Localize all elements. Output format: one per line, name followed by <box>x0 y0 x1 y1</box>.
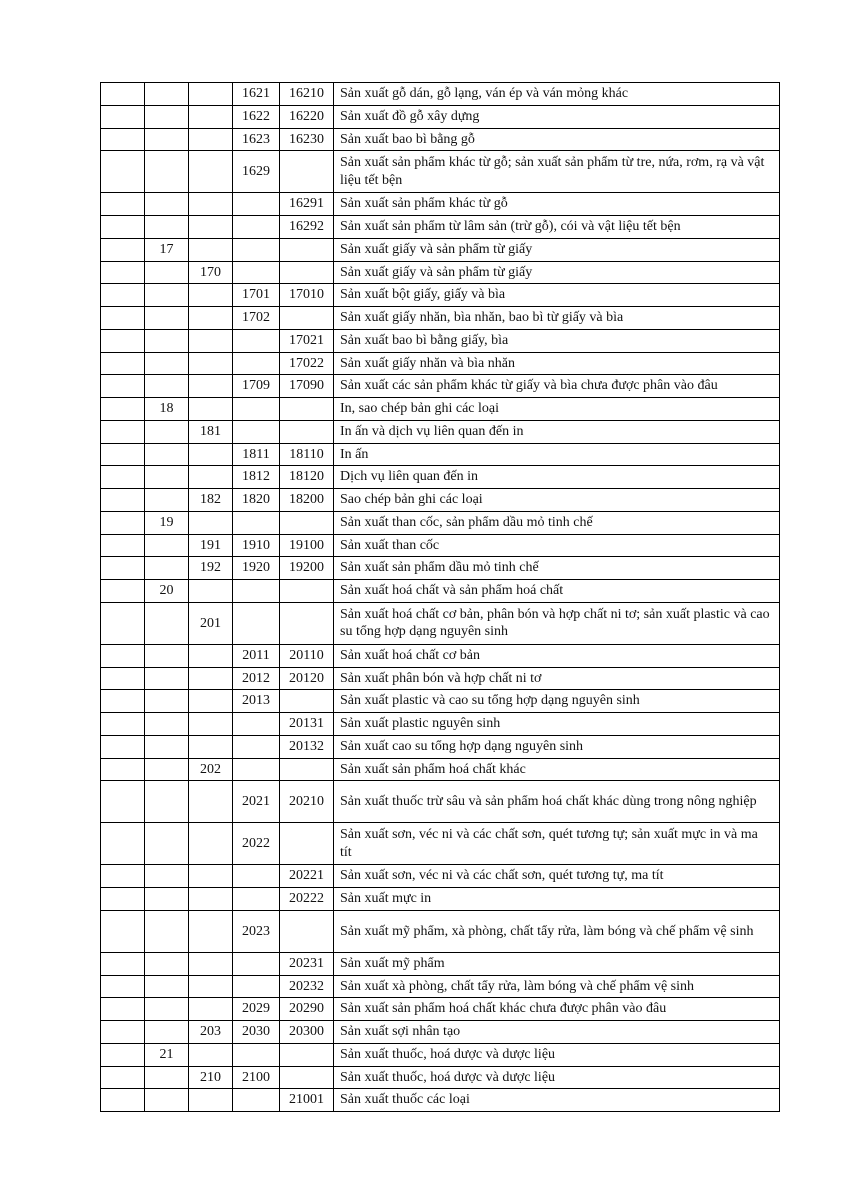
level-1-code <box>101 1021 145 1044</box>
level-1-code <box>101 307 145 330</box>
level-3-code <box>189 105 233 128</box>
level-1-code <box>101 511 145 534</box>
industry-name: Sản xuất thuốc trừ sâu và sản phẩm hoá chất khác dùng trong nông nghiệp <box>334 781 780 823</box>
level-3-code <box>189 216 233 239</box>
level-1-code <box>101 420 145 443</box>
table-row <box>101 781 780 823</box>
level-5-code <box>280 1066 334 1089</box>
level-3-code <box>189 998 233 1021</box>
level-4-code: 2013 <box>233 690 280 713</box>
level-4-code: 1701 <box>233 284 280 307</box>
industry-name: Sản xuất sản phẩm khác từ gỗ <box>334 193 780 216</box>
level-5-code: 16230 <box>280 128 334 151</box>
level-5-code: 17022 <box>280 352 334 375</box>
table-row <box>101 888 780 911</box>
industry-name: Sản xuất than cốc, sản phẩm dầu mỏ tinh chế <box>334 511 780 534</box>
level-5-code: 16291 <box>280 193 334 216</box>
table-row <box>101 952 780 975</box>
level-5-code: 20110 <box>280 644 334 667</box>
level-4-code: 1920 <box>233 557 280 580</box>
level-2-code <box>145 466 189 489</box>
level-2-code <box>145 420 189 443</box>
table-row <box>101 580 780 603</box>
industry-name: Sản xuất giấy và sản phẩm từ giấy <box>334 238 780 261</box>
table-row <box>101 329 780 352</box>
level-1-code <box>101 489 145 512</box>
level-4-code <box>233 261 280 284</box>
industry-name: Sản xuất mực in <box>334 888 780 911</box>
level-3-code <box>189 888 233 911</box>
level-1-code <box>101 193 145 216</box>
industry-name: Sản xuất thuốc, hoá dược và dược liệu <box>334 1066 780 1089</box>
level-4-code: 2029 <box>233 998 280 1021</box>
table-row <box>101 713 780 736</box>
level-3-code: 191 <box>189 534 233 557</box>
level-1-code <box>101 443 145 466</box>
level-1-code <box>101 781 145 823</box>
level-3-code: 170 <box>189 261 233 284</box>
level-5-code: 20132 <box>280 735 334 758</box>
table-row <box>101 557 780 580</box>
table-row <box>101 489 780 512</box>
level-3-code: 201 <box>189 602 233 644</box>
level-3-code <box>189 238 233 261</box>
level-4-code <box>233 758 280 781</box>
level-1-code <box>101 151 145 193</box>
level-5-code: 18200 <box>280 489 334 512</box>
level-4-code <box>233 216 280 239</box>
level-4-code: 1820 <box>233 489 280 512</box>
industry-name: Sản xuất bột giấy, giấy và bìa <box>334 284 780 307</box>
table-row <box>101 1089 780 1112</box>
level-5-code: 20120 <box>280 667 334 690</box>
industry-name: Sản xuất sợi nhân tạo <box>334 1021 780 1044</box>
industry-name: Sản xuất sản phẩm hoá chất khác <box>334 758 780 781</box>
level-2-code <box>145 193 189 216</box>
table-row <box>101 261 780 284</box>
level-5-code <box>280 420 334 443</box>
industry-name: Sản xuất bao bì bằng giấy, bìa <box>334 329 780 352</box>
level-5-code: 20131 <box>280 713 334 736</box>
industry-name: Sao chép bản ghi các loại <box>334 489 780 512</box>
level-3-code <box>189 443 233 466</box>
level-5-code: 17010 <box>280 284 334 307</box>
level-3-code <box>189 1089 233 1112</box>
level-5-code: 20231 <box>280 952 334 975</box>
level-1-code <box>101 1089 145 1112</box>
level-1-code <box>101 216 145 239</box>
table-row <box>101 1066 780 1089</box>
level-3-code <box>189 644 233 667</box>
level-1-code <box>101 713 145 736</box>
level-4-code <box>233 352 280 375</box>
level-4-code <box>233 602 280 644</box>
level-1-code <box>101 534 145 557</box>
level-1-code <box>101 83 145 106</box>
level-2-code <box>145 1066 189 1089</box>
level-3-code <box>189 781 233 823</box>
level-4-code <box>233 735 280 758</box>
table-row <box>101 466 780 489</box>
level-2-code <box>145 644 189 667</box>
level-5-code: 20221 <box>280 865 334 888</box>
industry-name: Sản xuất sản phẩm hoá chất khác chưa được phân vào đâu <box>334 998 780 1021</box>
level-3-code <box>189 952 233 975</box>
level-1-code <box>101 398 145 421</box>
level-1-code <box>101 952 145 975</box>
table-row <box>101 758 780 781</box>
level-5-code: 21001 <box>280 1089 334 1112</box>
level-2-code <box>145 713 189 736</box>
level-3-code <box>189 307 233 330</box>
level-2-code <box>145 307 189 330</box>
level-1-code <box>101 735 145 758</box>
level-2-code <box>145 128 189 151</box>
level-2-code <box>145 690 189 713</box>
level-5-code <box>280 511 334 534</box>
level-5-code: 19200 <box>280 557 334 580</box>
level-5-code: 20300 <box>280 1021 334 1044</box>
industry-name: Sản xuất bao bì bằng gỗ <box>334 128 780 151</box>
level-4-code <box>233 1043 280 1066</box>
industry-name: Sản xuất sản phẩm từ lâm sản (trừ gỗ), cói và vật liệu tết bện <box>334 216 780 239</box>
level-5-code <box>280 690 334 713</box>
table-row <box>101 105 780 128</box>
level-5-code <box>280 398 334 421</box>
level-5-code: 17021 <box>280 329 334 352</box>
level-1-code <box>101 690 145 713</box>
level-3-code <box>189 910 233 952</box>
level-2-code <box>145 375 189 398</box>
level-2-code <box>145 329 189 352</box>
table-row <box>101 284 780 307</box>
level-5-code: 20232 <box>280 975 334 998</box>
level-2-code <box>145 735 189 758</box>
level-5-code <box>280 307 334 330</box>
table-row <box>101 1043 780 1066</box>
industry-name: Sản xuất cao su tổng hợp dạng nguyên sinh <box>334 735 780 758</box>
level-3-code <box>189 352 233 375</box>
level-2-code <box>145 284 189 307</box>
table-body <box>101 83 780 1112</box>
level-4-code <box>233 329 280 352</box>
industry-name: In ấn và dịch vụ liên quan đến in <box>334 420 780 443</box>
level-1-code <box>101 375 145 398</box>
level-3-code <box>189 975 233 998</box>
level-4-code: 2100 <box>233 1066 280 1089</box>
level-1-code <box>101 823 145 865</box>
level-4-code: 2021 <box>233 781 280 823</box>
industry-name: Sản xuất mỹ phẩm, xà phòng, chất tẩy rửa, làm bóng và chế phẩm vệ sinh <box>334 910 780 952</box>
table-row <box>101 307 780 330</box>
industry-name: In, sao chép bản ghi các loại <box>334 398 780 421</box>
table-row <box>101 352 780 375</box>
level-1-code <box>101 644 145 667</box>
level-3-code: 210 <box>189 1066 233 1089</box>
level-2-code <box>145 534 189 557</box>
level-3-code <box>189 580 233 603</box>
industry-name: Sản xuất giấy nhăn, bìa nhăn, bao bì từ giấy và bìa <box>334 307 780 330</box>
level-5-code <box>280 151 334 193</box>
industry-name: Sản xuất sản phẩm dầu mỏ tinh chế <box>334 557 780 580</box>
level-3-code: 192 <box>189 557 233 580</box>
level-2-code <box>145 1089 189 1112</box>
level-2-code <box>145 352 189 375</box>
industry-name: Sản xuất thuốc các loại <box>334 1089 780 1112</box>
level-2-code <box>145 910 189 952</box>
table-row <box>101 735 780 758</box>
level-3-code: 203 <box>189 1021 233 1044</box>
level-2-code <box>145 557 189 580</box>
level-5-code: 18120 <box>280 466 334 489</box>
level-5-code <box>280 758 334 781</box>
industry-name: Sản xuất hoá chất cơ bản <box>334 644 780 667</box>
level-2-code <box>145 261 189 284</box>
industry-name: Sản xuất than cốc <box>334 534 780 557</box>
level-5-code: 16292 <box>280 216 334 239</box>
level-5-code <box>280 602 334 644</box>
industry-name: Sản xuất sản phẩm khác từ gỗ; sản xuất sản phẩm từ tre, nứa, rơm, rạ và vật liệu tết bện <box>334 151 780 193</box>
level-1-code <box>101 238 145 261</box>
level-4-code <box>233 580 280 603</box>
level-1-code <box>101 1043 145 1066</box>
industry-name: Sản xuất hoá chất và sản phẩm hoá chất <box>334 580 780 603</box>
level-1-code <box>101 667 145 690</box>
level-2-code: 20 <box>145 580 189 603</box>
industry-name: Sản xuất phân bón và hợp chất ni tơ <box>334 667 780 690</box>
level-3-code <box>189 151 233 193</box>
level-4-code <box>233 238 280 261</box>
table-row <box>101 83 780 106</box>
level-5-code <box>280 823 334 865</box>
level-4-code <box>233 865 280 888</box>
level-2-code <box>145 998 189 1021</box>
level-1-code <box>101 910 145 952</box>
industry-name: Sản xuất sơn, véc ni và các chất sơn, quét tương tự, ma tít <box>334 865 780 888</box>
table-row <box>101 151 780 193</box>
table-row <box>101 128 780 151</box>
level-3-code: 202 <box>189 758 233 781</box>
level-1-code <box>101 105 145 128</box>
table-row <box>101 511 780 534</box>
industry-name: Sản xuất giấy nhăn và bìa nhăn <box>334 352 780 375</box>
level-5-code <box>280 261 334 284</box>
level-1-code <box>101 865 145 888</box>
level-3-code <box>189 193 233 216</box>
level-4-code: 1910 <box>233 534 280 557</box>
table-row <box>101 1021 780 1044</box>
level-3-code <box>189 466 233 489</box>
industry-name: Sản xuất plastic và cao su tổng hợp dạng nguyên sinh <box>334 690 780 713</box>
table-row <box>101 398 780 421</box>
level-4-code <box>233 952 280 975</box>
level-4-code: 1812 <box>233 466 280 489</box>
level-4-code <box>233 888 280 911</box>
level-4-code: 1629 <box>233 151 280 193</box>
table-row <box>101 375 780 398</box>
level-2-code <box>145 952 189 975</box>
level-5-code: 20290 <box>280 998 334 1021</box>
level-5-code: 16220 <box>280 105 334 128</box>
level-3-code <box>189 398 233 421</box>
table-row <box>101 602 780 644</box>
table-row <box>101 193 780 216</box>
level-3-code <box>189 284 233 307</box>
level-5-code <box>280 580 334 603</box>
level-1-code <box>101 329 145 352</box>
industry-name: In ấn <box>334 443 780 466</box>
level-4-code: 2022 <box>233 823 280 865</box>
level-1-code <box>101 1066 145 1089</box>
table-row <box>101 216 780 239</box>
level-1-code <box>101 128 145 151</box>
table-row <box>101 238 780 261</box>
level-2-code <box>145 216 189 239</box>
table-row <box>101 690 780 713</box>
industry-name: Sản xuất gỗ dán, gỗ lạng, ván ép và ván mỏng khác <box>334 83 780 106</box>
level-2-code <box>145 888 189 911</box>
level-1-code <box>101 758 145 781</box>
level-3-code <box>189 713 233 736</box>
level-2-code <box>145 781 189 823</box>
level-5-code: 20210 <box>280 781 334 823</box>
table-row <box>101 910 780 952</box>
level-4-code: 2012 <box>233 667 280 690</box>
level-1-code <box>101 998 145 1021</box>
level-3-code: 181 <box>189 420 233 443</box>
level-3-code <box>189 511 233 534</box>
level-2-code <box>145 443 189 466</box>
level-4-code: 2030 <box>233 1021 280 1044</box>
level-1-code <box>101 975 145 998</box>
level-2-code: 17 <box>145 238 189 261</box>
table-row <box>101 443 780 466</box>
level-2-code <box>145 823 189 865</box>
table-row <box>101 420 780 443</box>
industry-name: Sản xuất đồ gỗ xây dựng <box>334 105 780 128</box>
level-4-code <box>233 975 280 998</box>
level-3-code <box>189 329 233 352</box>
level-3-code <box>189 83 233 106</box>
level-3-code <box>189 690 233 713</box>
level-2-code <box>145 975 189 998</box>
level-1-code <box>101 352 145 375</box>
level-2-code <box>145 489 189 512</box>
level-3-code <box>189 667 233 690</box>
level-1-code <box>101 284 145 307</box>
industry-name: Sản xuất xà phòng, chất tẩy rửa, làm bóng và chế phẩm vệ sinh <box>334 975 780 998</box>
industry-name: Sản xuất các sản phẩm khác từ giấy và bìa chưa được phân vào đâu <box>334 375 780 398</box>
level-2-code <box>145 105 189 128</box>
level-2-code <box>145 1021 189 1044</box>
table-row <box>101 865 780 888</box>
industry-name: Sản xuất thuốc, hoá dược và dược liệu <box>334 1043 780 1066</box>
level-2-code <box>145 602 189 644</box>
level-3-code <box>189 375 233 398</box>
table-row <box>101 667 780 690</box>
industry-name: Sản xuất sơn, véc ni và các chất sơn, quét tương tự; sản xuất mực in và ma tít <box>334 823 780 865</box>
level-3-code <box>189 128 233 151</box>
level-4-code <box>233 713 280 736</box>
level-3-code <box>189 823 233 865</box>
level-2-code: 21 <box>145 1043 189 1066</box>
level-4-code: 1623 <box>233 128 280 151</box>
level-5-code <box>280 238 334 261</box>
level-5-code <box>280 910 334 952</box>
level-3-code <box>189 1043 233 1066</box>
level-3-code: 182 <box>189 489 233 512</box>
level-4-code: 1811 <box>233 443 280 466</box>
level-4-code: 1702 <box>233 307 280 330</box>
level-4-code: 1621 <box>233 83 280 106</box>
industry-name: Dịch vụ liên quan đến in <box>334 466 780 489</box>
level-1-code <box>101 888 145 911</box>
level-4-code: 2011 <box>233 644 280 667</box>
level-4-code: 2023 <box>233 910 280 952</box>
level-2-code <box>145 758 189 781</box>
level-2-code: 18 <box>145 398 189 421</box>
level-2-code <box>145 83 189 106</box>
level-2-code <box>145 865 189 888</box>
level-1-code <box>101 602 145 644</box>
level-3-code <box>189 865 233 888</box>
industry-name: Sản xuất plastic nguyên sinh <box>334 713 780 736</box>
level-4-code <box>233 398 280 421</box>
level-5-code: 19100 <box>280 534 334 557</box>
level-2-code <box>145 151 189 193</box>
level-2-code: 19 <box>145 511 189 534</box>
table-row <box>101 998 780 1021</box>
industry-name: Sản xuất hoá chất cơ bản, phân bón và hợp chất ni tơ; sản xuất plastic và cao su tổng hợp dạng nguyên sinh <box>334 602 780 644</box>
level-5-code: 20222 <box>280 888 334 911</box>
industry-name: Sản xuất giấy và sản phẩm từ giấy <box>334 261 780 284</box>
level-4-code <box>233 511 280 534</box>
level-4-code: 1622 <box>233 105 280 128</box>
level-1-code <box>101 261 145 284</box>
level-4-code <box>233 193 280 216</box>
level-4-code <box>233 420 280 443</box>
industry-name: Sản xuất mỹ phẩm <box>334 952 780 975</box>
level-4-code: 1709 <box>233 375 280 398</box>
level-5-code: 18110 <box>280 443 334 466</box>
level-4-code <box>233 1089 280 1112</box>
table-row <box>101 823 780 865</box>
level-5-code: 16210 <box>280 83 334 106</box>
level-1-code <box>101 580 145 603</box>
industry-code-table <box>100 82 780 1112</box>
level-3-code <box>189 735 233 758</box>
table-row <box>101 534 780 557</box>
level-5-code: 17090 <box>280 375 334 398</box>
level-1-code <box>101 557 145 580</box>
table-row <box>101 644 780 667</box>
level-5-code <box>280 1043 334 1066</box>
table-row <box>101 975 780 998</box>
level-2-code <box>145 667 189 690</box>
level-1-code <box>101 466 145 489</box>
